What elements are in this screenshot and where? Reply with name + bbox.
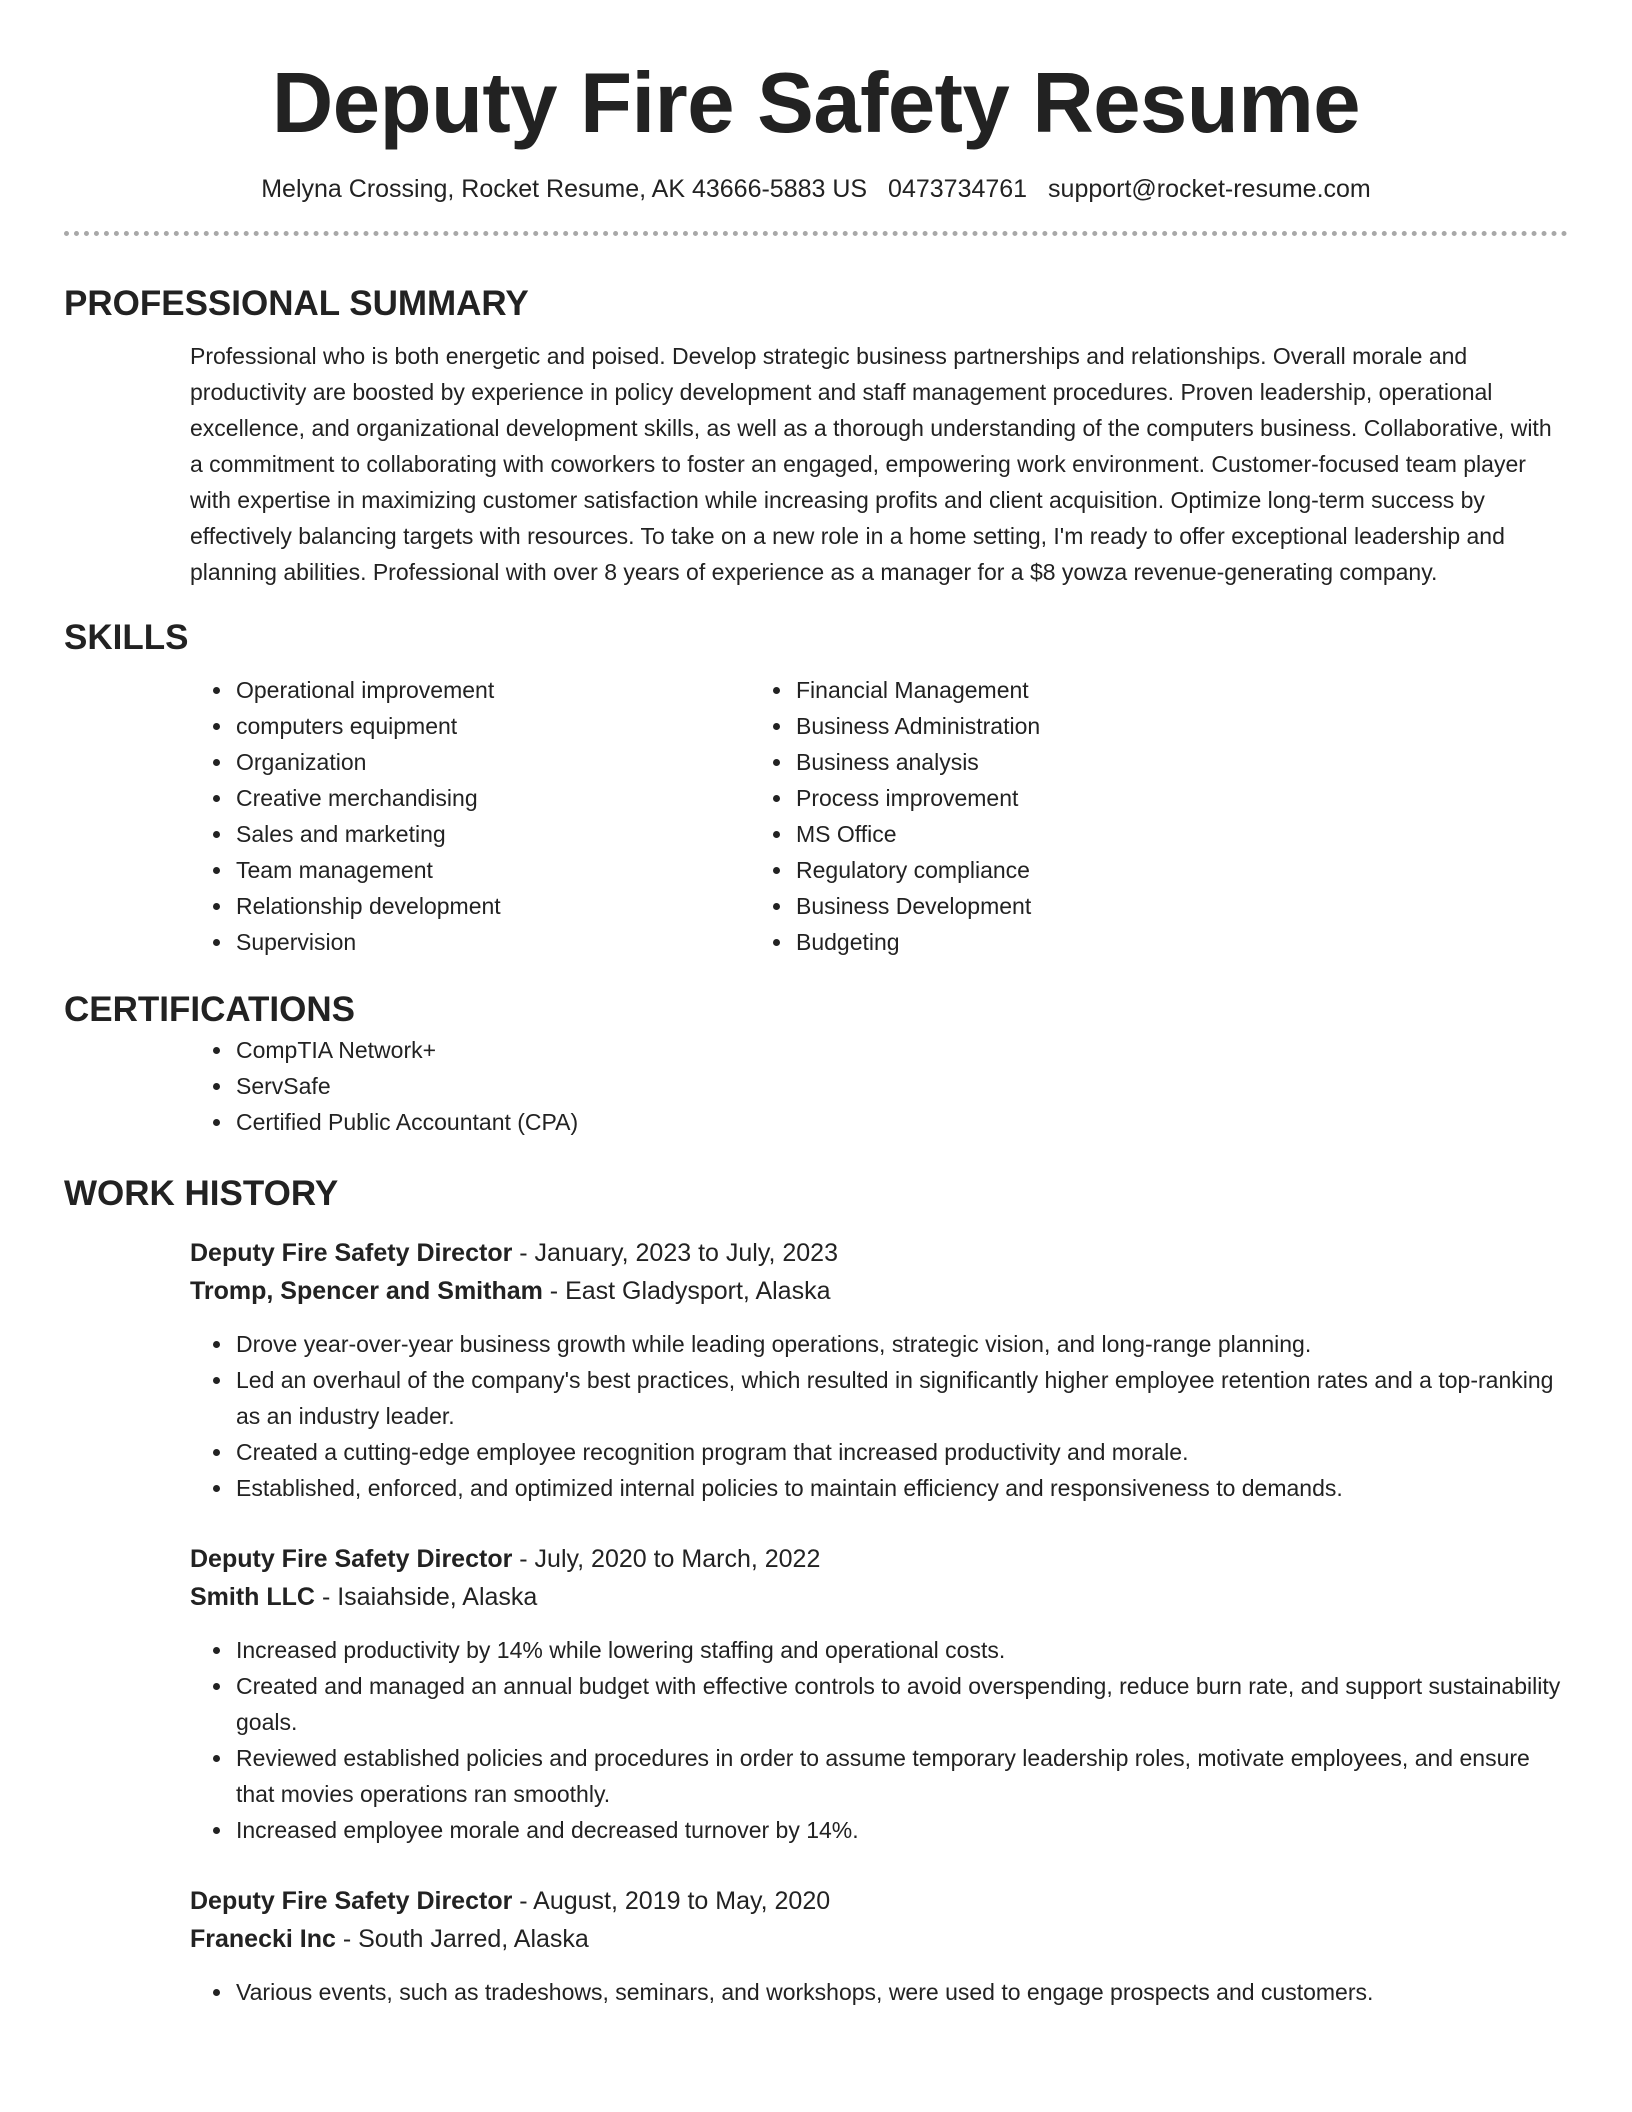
job-title: Deputy Fire Safety Director bbox=[190, 1239, 513, 1267]
job-title: Deputy Fire Safety Director bbox=[190, 1545, 513, 1573]
job-bullet: • Reviewed established policies and procedures in order to assume temporary leadership roles, motivate employees, and ensure that movies operations ran smoothly. bbox=[234, 1740, 1568, 1812]
job-bullet: • Various events, such as tradeshows, seminars, and workshops, were used to engage prospects and customers. bbox=[234, 1974, 1568, 2010]
skill-item: • Business Development bbox=[794, 888, 1474, 924]
job-title-line bbox=[190, 1540, 1568, 1578]
skill-item: • Business Administration bbox=[794, 708, 1474, 744]
skill-item: • Regulatory compliance bbox=[794, 852, 1474, 888]
job-bullets bbox=[190, 1974, 1568, 2010]
skill-item: • Business analysis bbox=[794, 744, 1474, 780]
skill-item: • Relationship development bbox=[234, 888, 914, 924]
job-title-line bbox=[190, 1882, 1568, 1920]
work-history-heading: WORK HISTORY bbox=[64, 1174, 339, 1213]
skills-column-left bbox=[64, 672, 914, 960]
contact-address: Melyna Crossing, Rocket Resume, AK 43666-5883 US bbox=[261, 175, 868, 203]
skill-item: • Supervision bbox=[234, 924, 914, 960]
job-company-line bbox=[190, 1920, 1568, 1958]
job-dates: - July, 2020 to March, 2022 bbox=[512, 1545, 821, 1573]
skills-list bbox=[64, 672, 1568, 960]
certification-item: • CompTIA Network+ bbox=[234, 1032, 1568, 1068]
job-bullet: • Increased productivity by 14% while lowering staffing and operational costs. bbox=[234, 1632, 1568, 1668]
summary-text: Professional who is both energetic and poised. Develop strategic business partnerships and relationships. Overall morale and productivity are boosted by experience in policy development and staff management procedures. Proven leadership, operational excellence, and organizational development skills, as well as a thorough understanding of the computers business. Collaborative, with a commitment to collaborating with coworkers to foster an engaged, empowering work environment. Customer-focused team player with expertise in maximizing customer satisfaction while increasing profits and client acquisition. Optimize long-term success by effectively balancing targets with resources. To take on a new role in a home setting, I'm ready to offer exceptional leadership and planning abilities. Professional with over 8 years of experience as a manager for a $8 yowza revenue-generating company. bbox=[190, 343, 1552, 585]
job-dates: - January, 2023 to July, 2023 bbox=[512, 1239, 838, 1267]
resume-title: Deputy Fire Safety Resume bbox=[271, 56, 1361, 151]
job-location: - East Gladysport, Alaska bbox=[542, 1277, 831, 1305]
certifications-list bbox=[64, 1032, 1568, 1140]
skill-item: • Process improvement bbox=[794, 780, 1474, 816]
contact-line bbox=[64, 172, 1568, 206]
job-bullet: • Created and managed an annual budget with effective controls to avoid overspending, reduce burn rate, and support sustainability goals. bbox=[234, 1668, 1568, 1740]
job-company: Franecki Inc bbox=[190, 1925, 336, 1953]
certifications-heading: CERTIFICATIONS bbox=[64, 990, 356, 1029]
job-location: - South Jarred, Alaska bbox=[335, 1925, 589, 1953]
job-dates: - August, 2019 to May, 2020 bbox=[512, 1887, 831, 1915]
job-entry bbox=[190, 1234, 1568, 1506]
job-bullets bbox=[190, 1632, 1568, 1848]
skill-item: • Team management bbox=[234, 852, 914, 888]
skill-item: • MS Office bbox=[794, 816, 1474, 852]
contact-phone[interactable]: 0473734761 bbox=[888, 175, 1028, 203]
job-bullet: • Drove year-over-year business growth while leading operations, strategic vision, and long-range planning. bbox=[234, 1326, 1568, 1362]
job-company: Smith LLC bbox=[190, 1583, 315, 1611]
skills-heading: SKILLS bbox=[64, 618, 189, 657]
skill-item: • Organization bbox=[234, 744, 914, 780]
contact-email[interactable]: support@rocket-resume.com bbox=[1048, 175, 1371, 203]
job-company: Tromp, Spencer and Smitham bbox=[190, 1277, 543, 1305]
job-entry bbox=[190, 1540, 1568, 1848]
skill-item: • Creative merchandising bbox=[234, 780, 914, 816]
job-company-line bbox=[190, 1272, 1568, 1310]
job-entry bbox=[190, 1882, 1568, 2010]
certification-item: • ServSafe bbox=[234, 1068, 1568, 1104]
job-bullets bbox=[190, 1326, 1568, 1506]
job-title: Deputy Fire Safety Director bbox=[190, 1887, 513, 1915]
job-bullet: • Established, enforced, and optimized internal policies to maintain efficiency and responsiveness to demands. bbox=[234, 1470, 1568, 1506]
skill-item: • Financial Management bbox=[794, 672, 1474, 708]
skill-item: • Operational improvement bbox=[234, 672, 914, 708]
skills-column-right bbox=[794, 672, 1474, 960]
job-bullet: • Increased employee morale and decreased turnover by 14%. bbox=[234, 1812, 1568, 1848]
certification-item: • Certified Public Accountant (CPA) bbox=[234, 1104, 1568, 1140]
job-bullet: • Created a cutting-edge employee recognition program that increased productivity and morale. bbox=[234, 1434, 1568, 1470]
skill-item: • Budgeting bbox=[794, 924, 1474, 960]
header-divider bbox=[64, 231, 1568, 236]
skill-item: • Sales and marketing bbox=[234, 816, 914, 852]
skill-item: • computers equipment bbox=[234, 708, 914, 744]
job-company-line bbox=[190, 1578, 1568, 1616]
job-title-line bbox=[190, 1234, 1568, 1272]
summary-heading: PROFESSIONAL SUMMARY bbox=[64, 284, 529, 323]
job-location: - Isaiahside, Alaska bbox=[315, 1583, 538, 1611]
job-bullet: • Led an overhaul of the company's best practices, which resulted in significantly higher employee retention rates and a top-ranking as an industry leader. bbox=[234, 1362, 1568, 1434]
